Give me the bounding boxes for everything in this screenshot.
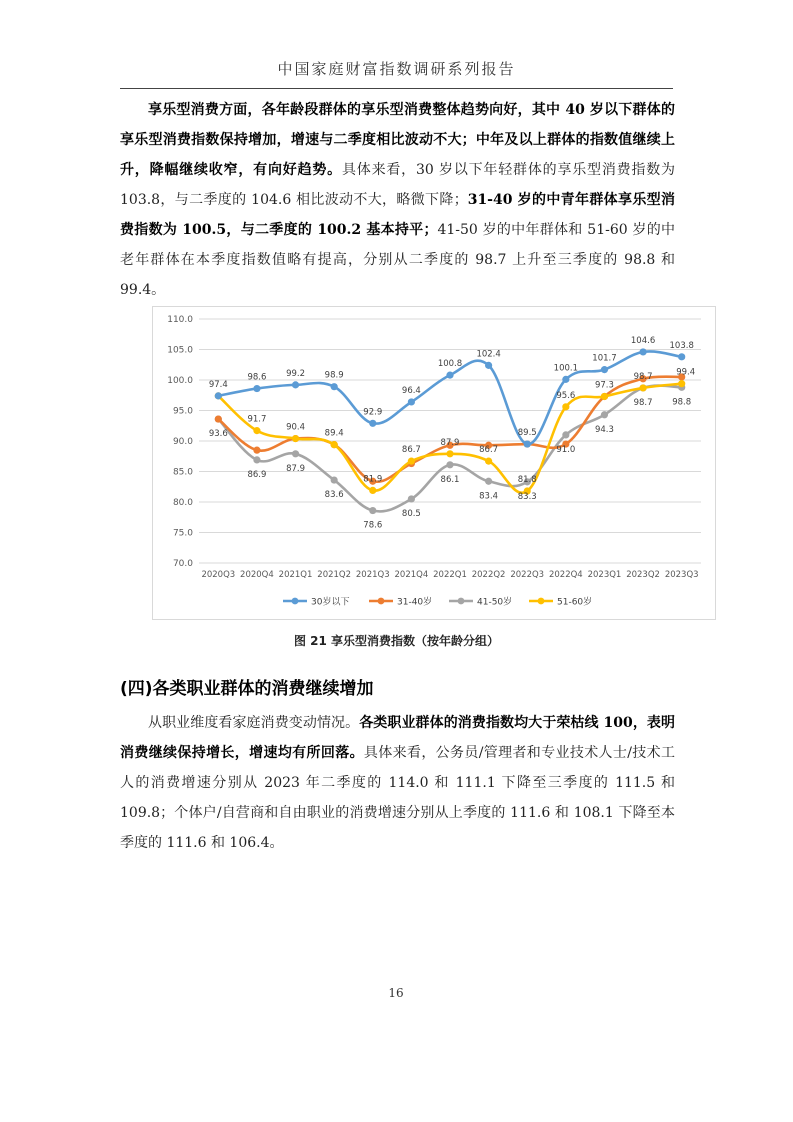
- data-label: 86.1: [440, 474, 460, 485]
- data-point: [369, 420, 376, 427]
- y-tick-label: 100.0: [167, 376, 193, 386]
- legend-marker: [378, 598, 385, 605]
- y-tick-label: 90.0: [172, 437, 193, 447]
- data-point: [601, 366, 608, 373]
- data-point: [485, 478, 492, 485]
- data-point: [253, 456, 260, 463]
- header-divider: [120, 88, 673, 89]
- data-label: 83.6: [324, 490, 344, 501]
- data-point: [253, 385, 260, 392]
- data-point: [331, 441, 338, 448]
- paragraph1-tail: 41-50 岁的中年群体和 51-60 岁的中老年群体在本季度指数值略有提高，分别从二季度的 98.7 上升至三季度的 98.8 和 99.4。: [120, 222, 675, 298]
- data-point: [639, 348, 646, 355]
- data-point: [562, 431, 569, 438]
- data-point: [639, 384, 646, 391]
- data-point: [292, 450, 299, 457]
- data-label: 102.4: [476, 349, 501, 360]
- data-label: 99.2: [286, 368, 306, 379]
- data-label: 90.4: [286, 422, 306, 433]
- x-tick-label: 2020Q3: [201, 570, 236, 580]
- x-tick-label: 2023Q2: [626, 570, 660, 580]
- x-tick-label: 2021Q1: [278, 570, 313, 580]
- data-point: [215, 415, 222, 422]
- data-point: [331, 383, 338, 390]
- figure-caption: 图 21 享乐型消费指数（按年龄分组）: [293, 634, 500, 648]
- x-tick-label: 2022Q2: [471, 570, 506, 580]
- data-label: 93.6: [208, 429, 228, 440]
- data-point: [446, 461, 453, 468]
- data-point: [601, 393, 608, 400]
- y-tick-label: 80.0: [172, 498, 193, 508]
- data-label: 100.8: [437, 359, 463, 370]
- data-label: 86.9: [247, 469, 267, 480]
- data-label: 98.7: [633, 397, 653, 408]
- y-tick-label: 75.0: [172, 528, 193, 539]
- data-point: [408, 398, 415, 405]
- data-label: 96.4: [401, 385, 421, 396]
- data-point: [253, 427, 260, 434]
- data-label: 99.4: [676, 367, 696, 378]
- y-tick-label: 85.0: [172, 467, 193, 478]
- data-point: [292, 381, 299, 388]
- legend-marker: [458, 598, 465, 605]
- data-label: 95.6: [556, 390, 576, 401]
- data-label: 100.1: [553, 363, 579, 374]
- x-tick-label: 2020Q4: [240, 570, 274, 580]
- data-point: [408, 458, 415, 465]
- paragraph-occupation-consumption: [120, 708, 675, 858]
- data-label: 98.7: [633, 371, 653, 382]
- data-label: 86.7: [401, 445, 421, 456]
- x-tick-label: 2023Q3: [664, 570, 699, 580]
- data-point: [253, 447, 260, 454]
- x-tick-label: 2021Q2: [317, 570, 352, 580]
- section-title: (四)各类职业群体的消费继续增加: [120, 679, 374, 699]
- data-label: 104.6: [630, 335, 656, 346]
- data-point: [562, 403, 569, 410]
- data-label: 78.6: [363, 520, 383, 531]
- data-label: 91.0: [556, 444, 576, 455]
- data-label: 87.9: [440, 437, 460, 448]
- paragraph1-summary-bold: 享乐型消费方面，各年龄段群体的享乐型消费整体趋势向好，其中 40 岁以下群体的享乐型消费指数保持增加，增速与二季度相比波动不大；中年及以上群体的指数值继续上升，降幅继续收窄，有向好趋势。: [120, 102, 675, 178]
- data-point: [524, 440, 531, 447]
- legend-label: 41-50岁: [477, 597, 513, 608]
- data-point: [485, 458, 492, 465]
- data-point: [562, 376, 569, 383]
- data-label: 87.9: [286, 463, 306, 474]
- data-label: 83.3: [517, 491, 537, 502]
- data-label: 94.3: [594, 424, 614, 435]
- legend-label: 30岁以下: [311, 597, 350, 608]
- data-point: [292, 435, 299, 442]
- data-point: [446, 372, 453, 379]
- legend-marker: [538, 598, 545, 605]
- x-tick-label: 2023Q1: [587, 570, 622, 580]
- y-tick-label: 70.0: [172, 559, 193, 569]
- data-label: 103.8: [669, 340, 694, 351]
- data-point: [369, 507, 376, 514]
- data-point: [485, 362, 492, 369]
- y-tick-label: 110.0: [167, 315, 193, 325]
- legend-marker: [292, 598, 299, 605]
- y-tick-label: 105.0: [167, 345, 193, 356]
- data-point: [369, 487, 376, 494]
- paragraph2-detail: 具体来看，公务员/管理者和专业技术人士/技术工人的消费增速分别从 2023 年二季度的 114.0 和 111.1 下降至三季度的 111.5 和 109.8；个体户/自营商和自由职业的消费增速分别从上季度的 111.6 和 108.1 下降至本季度的 111.6 和 106.4。: [120, 745, 676, 851]
- data-label: 97.4: [208, 379, 228, 390]
- paragraph1-31-40-bold: 31-40 岁的中青年群体享乐型消费指数为 100.5，与二季度的 100.2 基本持平；: [120, 192, 676, 238]
- x-tick-label: 2021Q4: [394, 570, 429, 580]
- y-tick-label: 95.0: [172, 406, 193, 417]
- data-point: [215, 392, 222, 399]
- data-label: 81.9: [363, 474, 383, 485]
- data-label: 83.4: [479, 491, 499, 502]
- data-label: 86.7: [479, 445, 499, 456]
- data-label: 89.4: [324, 428, 344, 439]
- data-point: [678, 380, 685, 387]
- paragraph-hedonic-consumption: [120, 95, 675, 305]
- data-label: 98.8: [672, 397, 692, 408]
- data-point: [408, 495, 415, 502]
- paragraph2-bold: 各类职业群体的消费指数均大于荣枯线 100，表明消费继续保持增长，增速均有所回落。: [120, 715, 676, 761]
- paragraph2-intro: 从职业维度看家庭消费变动情况。: [148, 715, 360, 731]
- data-label: 91.7: [247, 414, 267, 425]
- data-label: 81.8: [517, 475, 537, 486]
- page-number: 16: [388, 986, 404, 1000]
- data-label: 80.5: [401, 508, 421, 519]
- data-point: [446, 450, 453, 457]
- legend-label: 31-40岁: [397, 597, 433, 608]
- x-tick-label: 2022Q4: [548, 570, 583, 580]
- line-chart-svg: [153, 307, 715, 619]
- data-point: [678, 353, 685, 360]
- page-header: 中国家庭财富指数调研系列报告: [277, 60, 516, 78]
- x-tick-label: 2021Q3: [355, 570, 390, 580]
- legend-label: 51-60岁: [557, 597, 593, 608]
- data-label: 89.5: [517, 428, 537, 439]
- data-point: [601, 411, 608, 418]
- data-label: 98.6: [247, 372, 267, 383]
- paragraph1-detail: 具体来看，30 岁以下年轻群体的享乐型消费指数为 103.8，与二季度的 104.6 相比波动不大，略微下降；: [120, 162, 676, 208]
- hedonic-consumption-chart: [152, 306, 716, 620]
- data-label: 97.3: [594, 380, 614, 391]
- x-tick-label: 2022Q3: [510, 570, 545, 580]
- data-label: 98.9: [324, 370, 344, 381]
- data-label: 101.7: [592, 353, 617, 364]
- data-point: [331, 476, 338, 483]
- x-tick-label: 2022Q1: [433, 570, 467, 580]
- data-label: 92.9: [363, 407, 383, 418]
